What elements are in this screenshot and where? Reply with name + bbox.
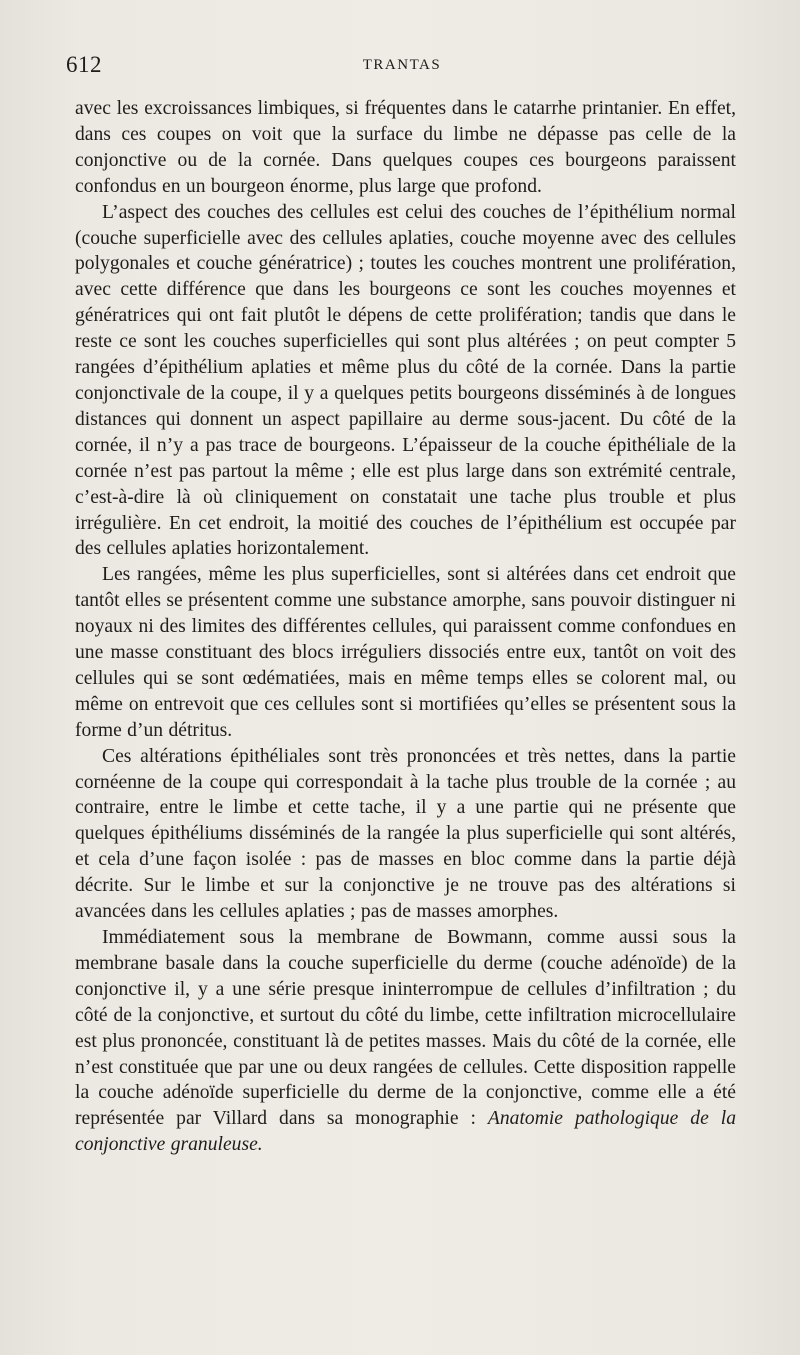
paragraph-bowmann-membrane — [75, 925, 736, 1158]
page-number: 612 — [66, 52, 102, 77]
paragraph-bowmann-text: Immédiatement sous la membrane de Bowmann, comme aussi sous la membrane basale dans la couche superficielle du derme (couche adénoïde) de la conjonctive il, y a une série presque ininterrompue de cellules d’infiltration ; du côté de la conjonctive, et surtout du côté du limbe, cette infiltration microcellulaire est plus prononcée, constituant là de petites masses. Mais du côté de la cornée, elle n’est constituée que par une ou deux rangées de cellules. Cette disposition rappelle la couche adénoïde superficielle du derme de la conjonctive, comme elle a été représentée par Villard dans sa monographie : — [75, 927, 736, 1130]
running-title: TRANTAS — [362, 57, 442, 73]
paragraph-continued: avec les excroissances limbiques, si fréquentes dans le catarrhe printanier. En effet, dans ces coupes on voit que la surface du limbe ne dépasse pas celle de la conjonctive ou de la cornée. Dans quelques coupes ces bourgeons paraissent confondus en un bourgeon énorme, plus large que profond. — [75, 98, 736, 197]
paragraph-epithelium-aspect: L’aspect des couches des cellules est celui des couches de l’épithélium normal (couche superficielle avec des cellules aplaties, couche moyenne avec des cellules polygonales et couche génératrice) ; toutes les couches montrent une prolifération, avec cette différence que dans les bourgeons ce sont les couches moyennes et génératrices qui ont fait plutôt le dépens de cette prolifération; tandis que dans le reste ce sont les couches superficielles qui sont plus altérées ; on peut compter 5 rangées d’épithélium aplaties et même plus du côté de la cornée. Dans la partie conjonctivale de la coupe, il y a quelques petits bourgeons disséminés à de longues distances qui donnent un aspect papillaire au derme sous-jacent. Du côté de la cornée, il n’y a pas trace de bourgeons. L’épaisseur de la couche épithéliale de la cornée n’est pas partout la même ; elle est plus large dans son extrémité centrale, c’est-à-dire là où cliniquement on constatait une tache plus trouble et plus irrégulière. En cet endroit, la moitié des couches de l’épithélium est occupée par des cellules aplaties horizontalement. — [75, 201, 736, 560]
body-text — [75, 96, 736, 1158]
italic-reference: Anatomie pathologique de la conjonctive granuleuse. — [75, 1108, 736, 1156]
paragraph-cell-rows: Les rangées, même les plus superficielles, sont si altérées dans cet endroit que tantôt elles se présentent comme une substance amorphe, sans pouvoir distinguer ni noyaux ni des limites des différentes cellules, qui paraissent comme confondues en une masse constituant des blocs irréguliers dissociés entre eux, tantôt on voit des cellules qui se sont œdématiées, mais en même temps elles se colorent mal, ou même on entrevoit que ces cellules sont si mortifiées qu’elles se présentent sous la forme d’un détritus. — [75, 564, 736, 741]
running-head — [66, 52, 738, 82]
paragraph-epithelial-alterations: Ces altérations épithéliales sont très prononcées et très nettes, dans la partie cornéenne de la coupe qui correspondait à la tache plus trouble de la cornée ; au contraire, entre le limbe et cette tache, il y a une partie qui ne présente que quelques épithéliums disséminés de la rangée la plus superficielle qui sont altérés, et cela d’une façon isolée : pas de masses en bloc comme dans la partie déjà décrite. Sur le limbe et sur la conjonctive je ne trouve pas des altérations si avancées dans les cellules aplaties ; pas de masses amorphes. — [75, 745, 736, 923]
